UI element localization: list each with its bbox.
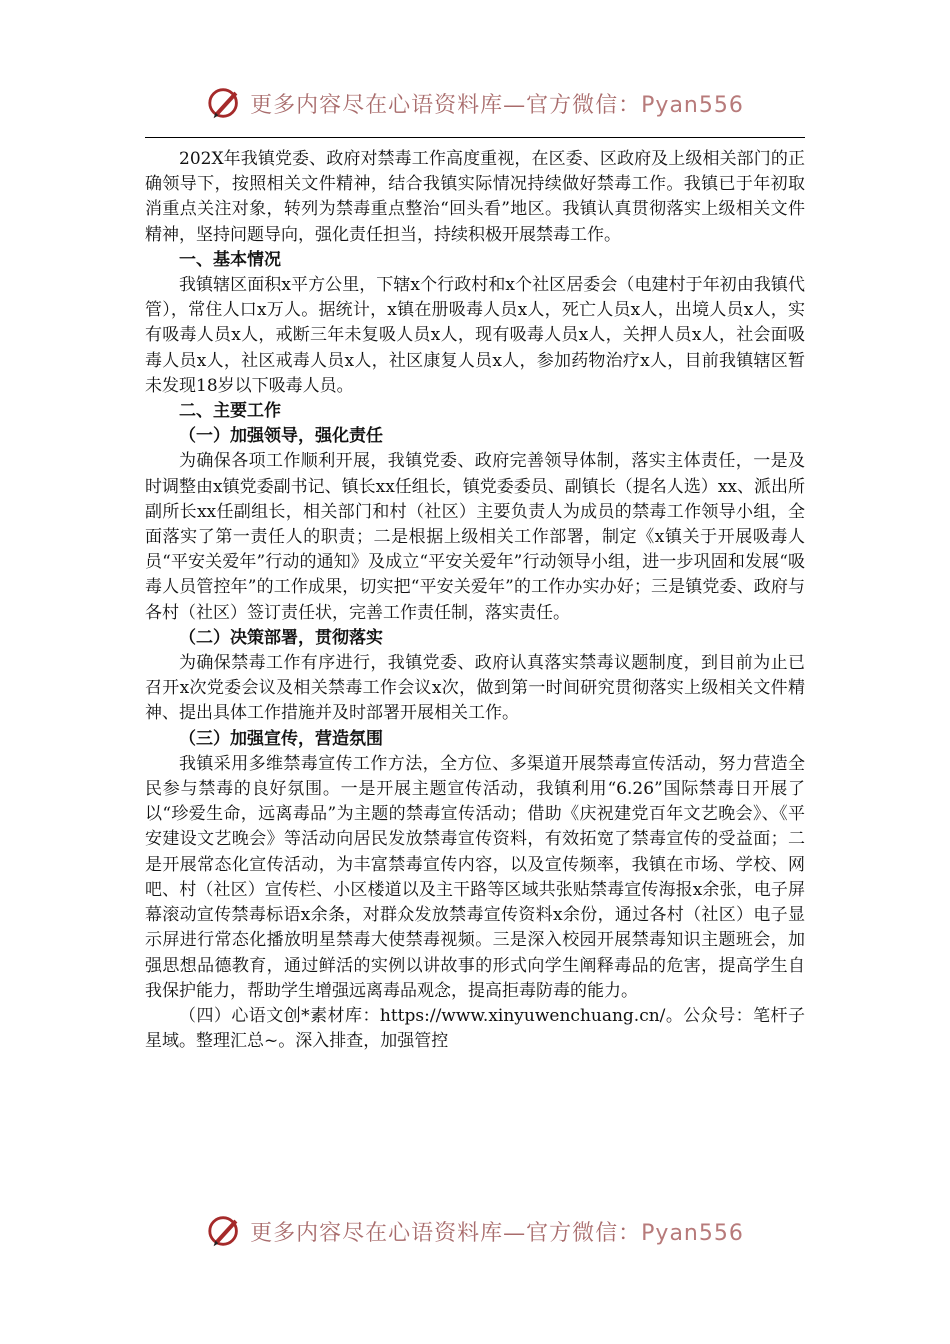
banner-separator: — bbox=[503, 1220, 527, 1246]
subsection-1-title: （一）加强领导，强化责任 bbox=[179, 426, 383, 447]
subsection-4-line: （四）心语文创*素材库：https://www.xinyuwenchuang.cn/。公众号：笔杆子星域。整理汇总~。深入排查，加强管控 bbox=[145, 1005, 805, 1052]
header-rule bbox=[145, 137, 805, 138]
subsection-2-body: 为确保禁毒工作有序进行，我镇党委、政府认真落实禁毒议题制度，到目前为止已召开x次党委会议及相关禁毒工作会议x次，做到第一时间研究贯彻落实上级相关文件精神、提出具体工作措施并及时部署开展相关工作。 bbox=[145, 653, 805, 724]
banner-wechat-label: 官方微信： bbox=[526, 92, 642, 118]
intro-paragraph: 202X年我镇党委、政府对禁毒工作高度重视，在区委、区政府及上级相关部门的正确领导下，按照相关文件精神，结合我镇实际情况持续做好禁毒工作。我镇已于年初取消重点关注对象，转列为禁毒重点整治“回头看”地区。我镇认真贯彻落实上级相关文件精神，坚持问题导向，强化责任担当，持续积极开展禁毒工作。 bbox=[145, 149, 805, 245]
banner-wechat-label: 官方微信： bbox=[526, 1220, 642, 1246]
section-1-body: 我镇辖区面积x平方公里，下辖x个行政村和x个社区居委会（电建村于年初由我镇代管），常住人口x万人。据统计，x镇在册吸毒人员x人，死亡人员x人，出境人员x人，实有吸毒人员x人，戒断三年未复吸人员x人，现有吸毒人员x人，关押人员x人，社会面吸毒人员x人，社区戒毒人员x人，社区康复人员x人，参加药物治疗x人，目前我镇辖区暂未发现18岁以下吸毒人员。 bbox=[145, 275, 805, 396]
pen-logo-icon bbox=[206, 84, 244, 122]
banner-wechat-id: Pyan556 bbox=[641, 1220, 744, 1246]
header-banner bbox=[0, 84, 950, 122]
subsection-2-title: （二）决策部署，贯彻落实 bbox=[179, 627, 383, 648]
subsection-1-body: 为确保各项工作顺利开展，我镇党委、政府完善领导体制，落实主体责任，一是及时调整由x镇党委副书记、镇长xx任组长，镇党委委员、副镇长（提名人选）xx、派出所副所长xx任副组长，相关部门和村（社区）主要负责人为成员的禁毒工作领导小组，全面落实了第一责任人的职责；二是根据上级相关工作部署，制定《x镇关于开展吸毒人员“平安关爱年”行动的通知》及成立“平安关爱年”行动领导小组，进一步巩固和发展“吸毒人员管控年”的工作成果，切实把“平安关爱年”的工作办实办好；三是镇党委、政府与各村（社区）签订责任状，完善工作责任制，落实责任。 bbox=[145, 451, 805, 623]
document-body bbox=[145, 147, 805, 1054]
banner-text bbox=[250, 1216, 744, 1247]
subsection-3-body: 我镇采用多维禁毒宣传工作方法，全方位、多渠道开展禁毒宣传活动，努力营造全民参与禁毒的良好氛围。一是开展主题宣传活动，我镇利用“6.26”国际禁毒日开展了以“珍爱生命，远离毒品”为主题的禁毒宣传活动；借助《庆祝建党百年文艺晚会》、《平安建设文艺晚会》等活动向居民发放禁毒宣传资料，有效拓宽了禁毒宣传的受益面；二是开展常态化宣传活动，为丰富禁毒宣传内容，以及宣传频率，我镇在市场、学校、网吧、村（社区）宣传栏、小区楼道以及主干路等区域共张贴禁毒宣传海报x余张，电子屏幕滚动宣传禁毒标语x余条，对群众发放禁毒宣传资料x余份，通过各村（社区）电子显示屏进行常态化播放明星禁毒大使禁毒视频。三是深入校园开展禁毒知识主题班会，加强思想品德教育，通过鲜活的实例以讲故事的形式向学生阐释毒品的危害，提高学生自我保护能力，帮助学生增强远离毒品观念，提高拒毒防毒的能力。 bbox=[145, 753, 805, 1001]
section-2-title: 二、主要工作 bbox=[179, 401, 281, 422]
subsection-3-title: （三）加强宣传，营造氛围 bbox=[179, 728, 383, 749]
banner-separator: — bbox=[503, 92, 527, 118]
footer-banner bbox=[0, 1212, 950, 1250]
banner-main-text: 更多内容尽在心语资料库 bbox=[250, 1220, 504, 1246]
section-1-title: 一、基本情况 bbox=[179, 249, 281, 270]
banner-text bbox=[250, 88, 744, 119]
banner-main-text: 更多内容尽在心语资料库 bbox=[250, 92, 504, 118]
banner-wechat-id: Pyan556 bbox=[641, 92, 744, 118]
pen-logo-icon bbox=[206, 1212, 244, 1250]
